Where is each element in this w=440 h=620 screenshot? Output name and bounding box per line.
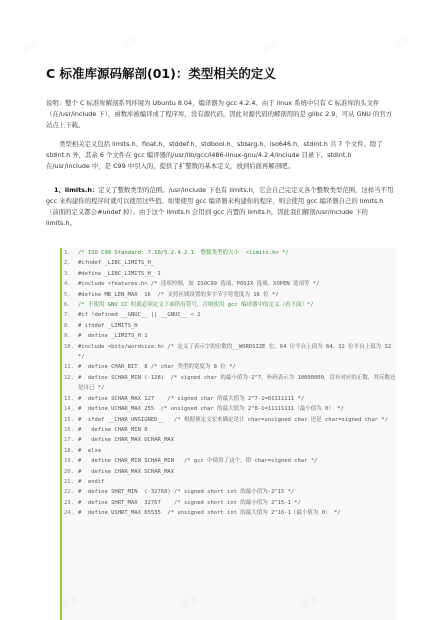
line-number: 7. [64, 312, 71, 319]
code-text: # define CHAR_MIN 0 [78, 426, 148, 433]
line-number: 1. [64, 250, 71, 256]
intro-text: 说明：整个 C 标准库解剖系列环境为 Ubuntu 8.04，编译器为 gcc 4.2.4。由于 linux 系统中只有 C 标准库的头文件（在/usr/include 下），函数库被编译成了程序库，没有源代码，因此对源代码的解剖用的是 glibc 2.9，可从 GNU 的官方站点上下载。 [46, 99, 393, 129]
code-text: # else [78, 447, 102, 454]
code-text: #include <bits/wordsize.h> /* 定义了表示字的位数的__WORDSIZE 宏，64 位平台上值为 64，32 位平台上值为 32 */ [78, 343, 395, 361]
line-number: 23. [64, 499, 74, 506]
line-number: 14. [64, 406, 74, 413]
code-line [62, 321, 396, 331]
code-line [62, 331, 396, 341]
line-number: 24. [64, 510, 74, 517]
code-text: # define CHAR_MIN SCHAR_MIN /* gcc 中使用了这个，即 char=signed char */ [78, 458, 318, 465]
files-paragraph [46, 139, 396, 172]
code-text: # endif [78, 478, 105, 485]
limits-text [46, 185, 396, 229]
line-number: 2. [64, 260, 71, 267]
code-line [62, 290, 396, 300]
limits-heading: 1、limits.h： [54, 186, 99, 194]
line-number: 12. [64, 374, 74, 381]
line-number: 16. [64, 426, 74, 433]
line-number: 15. [64, 416, 74, 423]
code-text: # ifdef __CHAR_UNSIGNED__ /* 根据预定义宏来确定是让 char=unsigned char 还是 char=signed char */ [78, 416, 388, 423]
limits-description: 定义了整数类型的范围。/usr/include 下也有 limits.h，它会自己完定义各个整数类型范围，这样当不用 gcc 来构建你的程序时就可以使用这些值。如果使用 gcc 编译器来构建你的程序，则会使用 gcc 编译器自己的 limits.h（前面的定义都会#undef 掉）。由于这个 limits.h 会用到 gcc 内置的 limits.h，因此我们解剖/usr/include 下的 limits.h。 [46, 186, 394, 227]
code-line [62, 477, 396, 487]
code-line [62, 508, 396, 518]
code-line [62, 269, 396, 279]
code-line [62, 487, 396, 497]
code-text: # ifndef _LIMITS_H [78, 322, 138, 329]
code-line [62, 415, 396, 425]
line-number: 4. [64, 281, 71, 288]
code-text: #if !defined __GNUC__ || __GNUC__ < 2 [78, 312, 201, 319]
line-number: 20. [64, 468, 74, 475]
line-number: 6. [64, 302, 71, 309]
code-text: # define SHRT_MAX 32767 /* signed short int 的最小值为 2^15-1 */ [78, 499, 301, 506]
code-text: #define MB_LEN_MAX 16 /* 支持区域设置的多字节字符宽度为 16 位 */ [78, 291, 279, 298]
code-line [62, 342, 396, 363]
code-line [62, 425, 396, 435]
watermark: 试读 [19, 38, 41, 57]
code-line [62, 362, 396, 372]
line-number: 22. [64, 489, 74, 496]
watermark: 试读 [259, 38, 281, 57]
code-line [62, 404, 396, 414]
code-text: #include <features.h> /* 选项控制，如 ISOC99 选项、POSIX 选项、XOPEN 选项等 */ [78, 281, 320, 288]
code-text: # define _LIMITS_H 1 [78, 333, 148, 340]
line-number: 9. [64, 333, 71, 340]
limits-paragraph [46, 185, 396, 229]
code-text: # define USHRT_MAX 65535 /* unsigned short int 的最大值为 2^16-1（最小值为 0） */ [78, 510, 341, 517]
code-listing [60, 248, 396, 620]
code-line [62, 394, 396, 404]
code-text: # define CHAR_MAX SCHAR_MAX [78, 468, 175, 475]
watermark: 试读 [391, 34, 413, 53]
code-line [62, 498, 396, 508]
code-text: #ifndef _LIBC_LIMITS_H_ [78, 260, 155, 267]
line-number: 21. [64, 478, 74, 485]
line-number: 19. [64, 458, 74, 465]
code-line [62, 258, 396, 268]
line-number: 17. [64, 437, 74, 444]
code-line [62, 279, 396, 289]
watermark: 试读 [119, 34, 141, 53]
line-number: 10. [64, 343, 74, 350]
line-number: 5. [64, 291, 71, 298]
code-text: # define SCHAR_MIN (-128) /* signed char 的最小值为-2^7，补码表示为 10000000，没有对应的正数，其反数还是自己 */ [78, 374, 396, 392]
code-line [62, 446, 396, 456]
code-text: # define CHAR_MAX UCHAR_MAX [78, 437, 175, 444]
code-line [62, 456, 396, 466]
intro-paragraph [46, 98, 396, 131]
code-text: # define SHRT_MIN (-32768) /* signed short int 的最小值为-2^15 */ [78, 489, 295, 496]
code-line [62, 300, 396, 310]
page-title: C 标准库源码解剖(01)：类型相关的定义 [46, 66, 276, 81]
files-text: 类型相关定义包括 limits.h、float.h、stddef.h、stdbool.h、stdarg.h、iso646.h、stdint.h 共 7 个文件。除了 stdint.h 外，其余 6 个文件在 gcc 编译器的/usr/lib/gcc/i486-linux-gnu/4.2.4/include 目录下。stdint.h 在/usr/include 中，是 C99 中引入的，提供了扩整数的基本定义，放到后面再解剖吧。 [46, 140, 383, 170]
code-line [62, 435, 396, 445]
code-text: /* 不使用 GNU CC 时就必须定义下面所有符号，否则使用 gcc 编译器中的定义（看下面）*/ [78, 302, 314, 309]
code-line [62, 310, 396, 320]
code-line [62, 248, 396, 258]
code-line [62, 373, 396, 394]
code-text: /* ISO C99 Standard: 7.10/5.2.4.2.1 整数类型的大小 <limits.h> */ [78, 250, 289, 256]
code-text: # define UCHAR_MAX 255 /* unsigned char 的最大值为 2^8-1=11111111（最小值为 0） */ [78, 406, 344, 413]
line-number: 18. [64, 447, 74, 454]
code-text: #define _LIBC_LIMITS_H_ 1 [78, 270, 161, 277]
code-text: # define CHAR_BIT 8 /* char 类型的宽度为 8 位 */ [78, 364, 236, 371]
line-number: 11. [64, 364, 74, 371]
line-number: 3. [64, 270, 71, 277]
line-number: 13. [64, 395, 74, 402]
code-text: # define SCHAR_MAX 127 /* signed char 的最大值为 2^7-1=01111111 */ [78, 395, 305, 402]
line-number: 8. [64, 322, 71, 329]
code-line [62, 467, 396, 477]
